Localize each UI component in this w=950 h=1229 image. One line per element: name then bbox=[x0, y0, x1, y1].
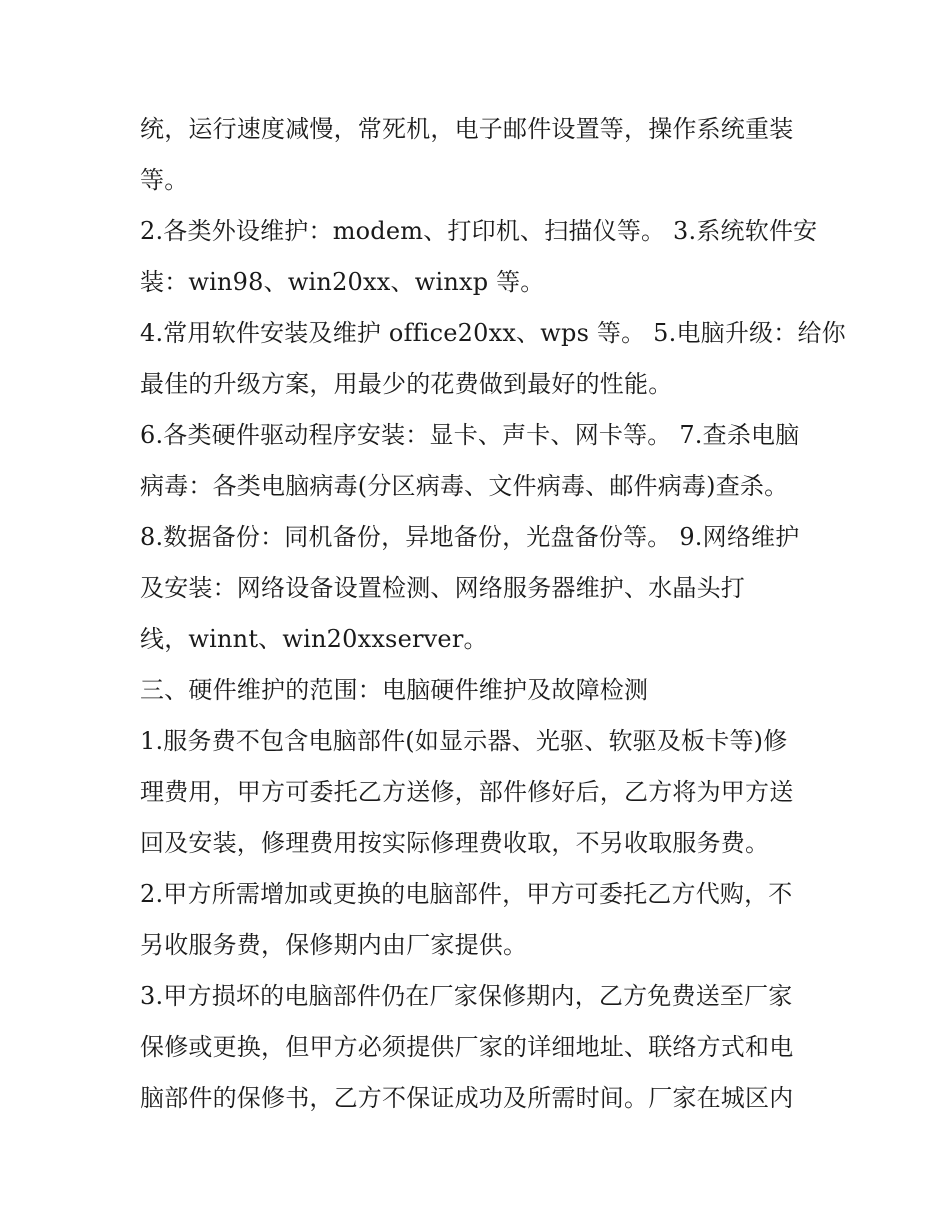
text-line: 保修或更换，但甲方必须提供厂家的详细地址、联络方式和电 bbox=[140, 1033, 794, 1061]
text-line: 6.各类硬件驱动程序安装：显卡、声卡、网卡等。 7.查杀电脑 bbox=[140, 421, 800, 449]
text-line: 4.常用软件安装及维护 office20xx、wps 等。 5.电脑升级：给你 bbox=[140, 319, 846, 347]
text-line: 病毒：各类电脑病毒(分区病毒、文件病毒、邮件病毒)查杀。 bbox=[140, 472, 789, 500]
text-line: 3.甲方损坏的电脑部件仍在厂家保修期内，乙方免费送至厂家 bbox=[140, 982, 793, 1010]
text-line: 脑部件的保修书，乙方不保证成功及所需时间。厂家在城区内 bbox=[140, 1084, 794, 1112]
section-heading: 三、硬件维护的范围：电脑硬件维护及故障检测 bbox=[140, 676, 649, 704]
text-line: 最佳的升级方案，用最少的花费做到最好的性能。 bbox=[140, 370, 673, 398]
document-body bbox=[140, 104, 846, 1124]
text-line: 另收服务费，保修期内由厂家提供。 bbox=[140, 931, 528, 959]
text-line: 理费用，甲方可委托乙方送修，部件修好后，乙方将为甲方送 bbox=[140, 778, 794, 806]
text-line: 8.数据备份：同机备份，异地备份，光盘备份等。 9.网络维护 bbox=[140, 523, 800, 551]
text-line: 2.甲方所需增加或更换的电脑部件，甲方可委托乙方代购，不 bbox=[140, 880, 793, 908]
text-line: 线，winnt、win20xxserver。 bbox=[140, 625, 488, 653]
text-line: 及安装：网络设备设置检测、网络服务器维护、水晶头打 bbox=[140, 574, 745, 602]
text-line: 1.服务费不包含电脑部件(如显示器、光驱、软驱及板卡等)修 bbox=[140, 727, 788, 755]
text-line: 回及安装，修理费用按实际修理费收取，不另收取服务费。 bbox=[140, 829, 770, 857]
text-line: 统，运行速度减慢，常死机，电子邮件设置等，操作系统重装 bbox=[140, 115, 794, 143]
text-line: 等。 bbox=[140, 166, 189, 194]
text-line: 2.各类外设维护：modem、打印机、扫描仪等。 3.系统软件安 bbox=[140, 217, 818, 245]
text-line: 装：win98、win20xx、winxp 等。 bbox=[140, 268, 545, 296]
